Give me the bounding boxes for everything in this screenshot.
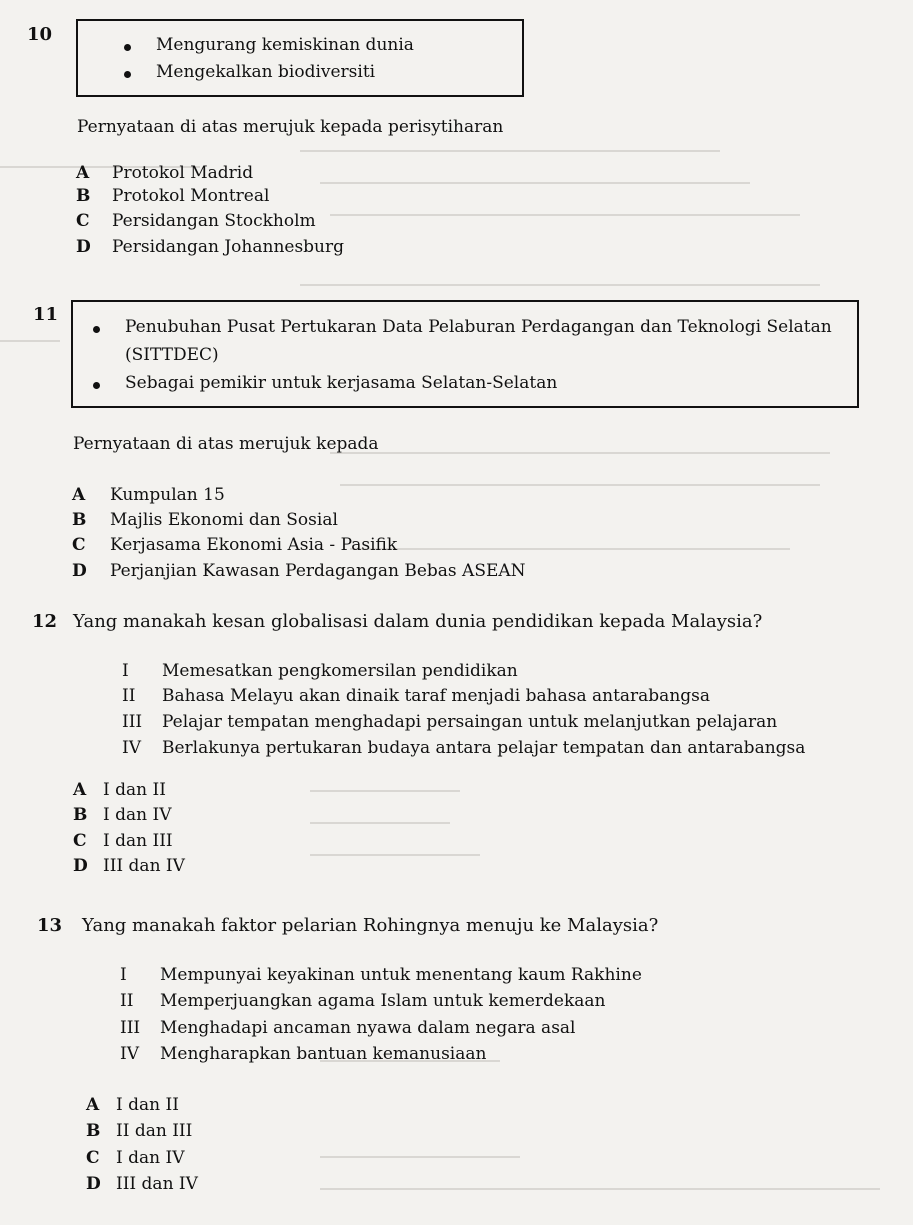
option-a[interactable]: A I dan II (73, 780, 166, 800)
option-a[interactable]: A Kumpulan 15 (72, 485, 225, 505)
option-a[interactable]: A I dan II (86, 1095, 179, 1115)
question-stem-10: Pernyataan di atas merujuk kepada perisytiharan (77, 117, 504, 137)
question-number-10: 10 (27, 24, 53, 45)
question-stem-11: Pernyataan di atas merujuk kepada (73, 434, 379, 454)
statement-iv: IV Berlakunya pertukaran budaya antara pelajar tempatan dan antarabangsa (122, 738, 806, 758)
question-number-13: 13 (37, 915, 63, 936)
question-text-13: Yang manakah faktor pelarian Rohingnya menuju ke Malaysia? (82, 915, 659, 936)
option-d[interactable]: D III dan IV (73, 856, 185, 876)
stimulus-bullet: Mengekalkan biodiversiti (156, 62, 376, 82)
option-d[interactable]: D III dan IV (86, 1174, 198, 1194)
stimulus-bullet: Mengurang kemiskinan dunia (156, 35, 414, 55)
statement-ii: II Memperjuangkan agama Islam untuk kemerdekaan (120, 991, 606, 1011)
stimulus-line-continuation: (SITTDEC) (125, 345, 219, 365)
question-number-11: 11 (33, 304, 59, 325)
option-c[interactable]: C Kerjasama Ekonomi Asia - Pasifik (72, 535, 398, 555)
stimulus-box-10 (76, 19, 524, 97)
question-text-12: Yang manakah kesan globalisasi dalam dunia pendidikan kepada Malaysia? (73, 611, 763, 632)
statement-iv: IV Mengharapkan bantuan kemanusiaan (120, 1044, 487, 1064)
statement-iii: III Pelajar tempatan menghadapi persaingan untuk melanjutkan pelajaran (122, 712, 778, 732)
option-c[interactable]: C I dan III (73, 831, 173, 851)
question-number-12: 12 (32, 611, 58, 632)
option-b[interactable]: B Majlis Ekonomi dan Sosial (72, 510, 338, 530)
statement-ii: II Bahasa Melayu akan dinaik taraf menjadi bahasa antarabangsa (122, 686, 711, 706)
option-d[interactable]: D Persidangan Johannesburg (76, 237, 345, 257)
option-c[interactable]: C I dan IV (86, 1148, 185, 1168)
statement-i: I Mempunyai keyakinan untuk menentang kaum Rakhine (120, 965, 642, 985)
option-c[interactable]: C Persidangan Stockholm (76, 211, 316, 231)
option-b[interactable]: B II dan III (86, 1121, 193, 1141)
option-a[interactable]: A Protokol Madrid (76, 163, 254, 183)
stimulus-bullet: Penubuhan Pusat Pertukaran Data Pelaburan Perdagangan dan Teknologi Selatan (125, 317, 832, 337)
option-d[interactable]: D Perjanjian Kawasan Perdagangan Bebas ASEAN (72, 561, 526, 581)
stimulus-bullet: Sebagai pemikir untuk kerjasama Selatan-Selatan (125, 373, 558, 393)
stimulus-box-11 (71, 300, 859, 408)
option-b[interactable]: B Protokol Montreal (76, 186, 270, 206)
option-b[interactable]: B I dan IV (73, 805, 172, 825)
statement-i: I Memesatkan pengkomersilan pendidikan (122, 661, 518, 681)
statement-iii: III Menghadapi ancaman nyawa dalam negara asal (120, 1018, 576, 1038)
